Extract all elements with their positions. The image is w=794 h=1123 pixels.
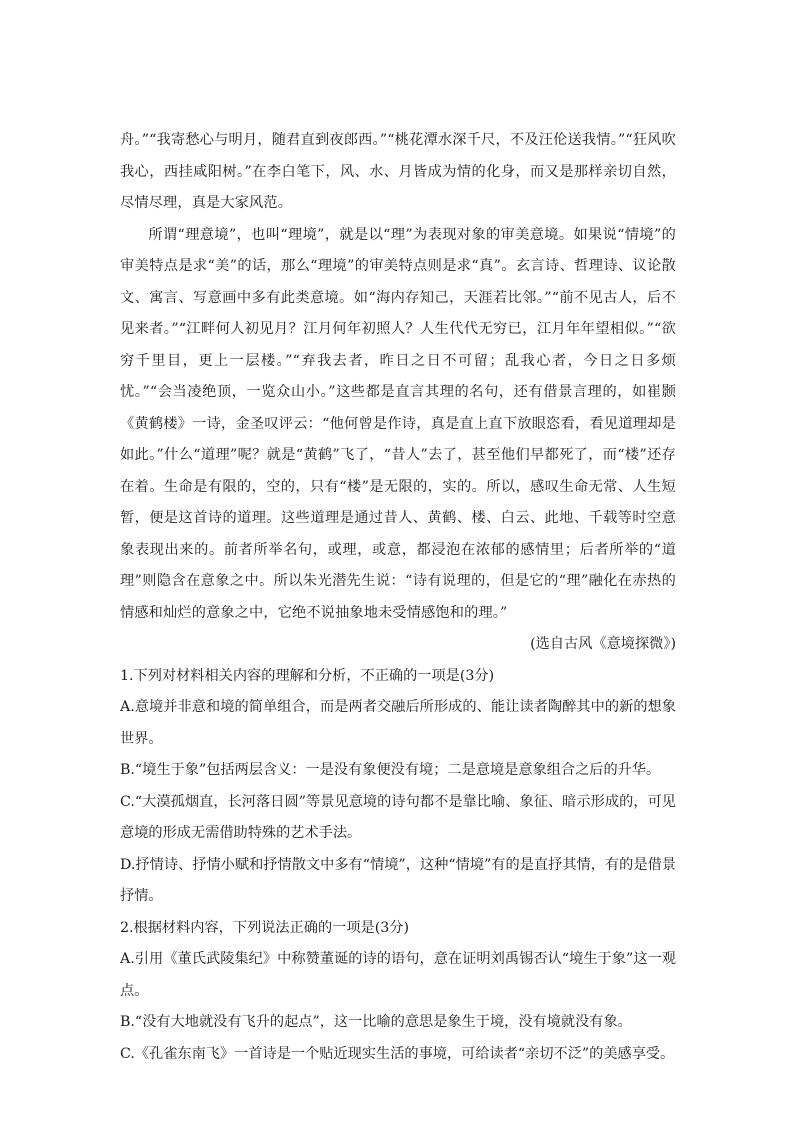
question-option-a: A.引用《董氏武陵集纪》中称赞董诞的诗的语句，意在证明刘禹锡否认“境生于象”这一观点。 — [120, 951, 676, 999]
passage-source: (选自古风《意境探微》) — [530, 636, 676, 652]
question-stem: 2.根据材料内容，下列说法正确的一项是(3分) — [120, 919, 410, 936]
question-option-a: A.意境并非意和境的简单组合，而是两者交融后所形成的、能让读者陶醉其中的新的想象世界。 — [120, 699, 676, 747]
question-2 — [120, 913, 676, 1071]
document-content — [120, 125, 676, 1070]
question-option-c: C.“大漠孤烟直，长河落日圆”等景见意境的诗句都不是靠比喻、象征、暗示形成的，可见意境的形成无需借助特殊的艺术手法。 — [120, 793, 676, 841]
question-option-b: B.“境生于象”包括两层含义：一是没有象便没有境；二是意境是意象组合之后的升华。 — [120, 762, 661, 778]
question-option-c: C.《孔雀东南飞》一首诗是一个贴近现实生活的事境，可给读者“亲切不泛”的美感享受。 — [120, 1045, 675, 1062]
question-stem: 1.下列对材料相关内容的理解和分析，不正确的一项是(3分) — [120, 667, 495, 684]
passage-paragraph-li-yijing: 所谓“理意境”，也叫“理境”，就是以“理”为表现对象的审美意境。如果说“情境”的审美特点是求“美”的话，那么“理境”的审美特点则是求“真”。玄言诗、哲理诗、议论散文、寓言、写意画中多有此类意境。如“海内存知己，天涯若比邻。”“前不见古人，后不见来者。”“江畔何人初见月？江月何年初照人？人生代代无穷已，江月年年望相似。”“欲穷千里目，更上一层楼。”“弃我去者，昨日之日不可留；乱我心者，今日之日多烦忧。”“会当凌绝顶，一览众山小。”这些都是直言其理的名句，还有借景言理的，如崔颢《黄鹤楼》一诗，金圣叹评云：“他何曾是作诗，真是直上直下放眼恣看，看见道理却是如此。”什么“道理”呢？就是“黄鹤”飞了，“昔人”去了，甚至他们早都死了，而“楼”还存在着。生命是有限的，空的，只有“楼”是无限的，实的。所以，感叹生命无常、人生短暂，便是这首诗的道理。这些道理是通过昔人、黄鹤、楼、白云、此地、千载等时空意象表现出来的。前者所举名句，或理，或意，都浸泡在浓郁的感情里；后者所举的“道理”则隐含在意象之中。所以朱光潜先生说：“诗有说理的，但是它的“理”融化在赤热的情感和灿烂的意象之中，它绝不说抽象地未受情感饱和的理。” — [120, 226, 676, 621]
question-1 — [120, 661, 676, 913]
question-option-d: D.抒情诗、抒情小赋和抒情散文中多有“情境”，这种“情境”有的是直抒其情，有的是借景抒情。 — [120, 856, 676, 904]
passage-paragraph-continued: 舟。”“我寄愁心与明月，随君直到夜郎西。”“桃花潭水深千尺，不及汪伦送我情。”“狂风吹我心，西挂咸阳树。”在李白笔下，风、水、月皆成为情的化身，而又是那样亲切自然，尽情尽理，真是大家风范。 — [120, 132, 676, 211]
question-option-b: B.“没有大地就没有飞升的起点”，这一比喻的意思是象生于境，没有境就没有象。 — [120, 1014, 632, 1030]
